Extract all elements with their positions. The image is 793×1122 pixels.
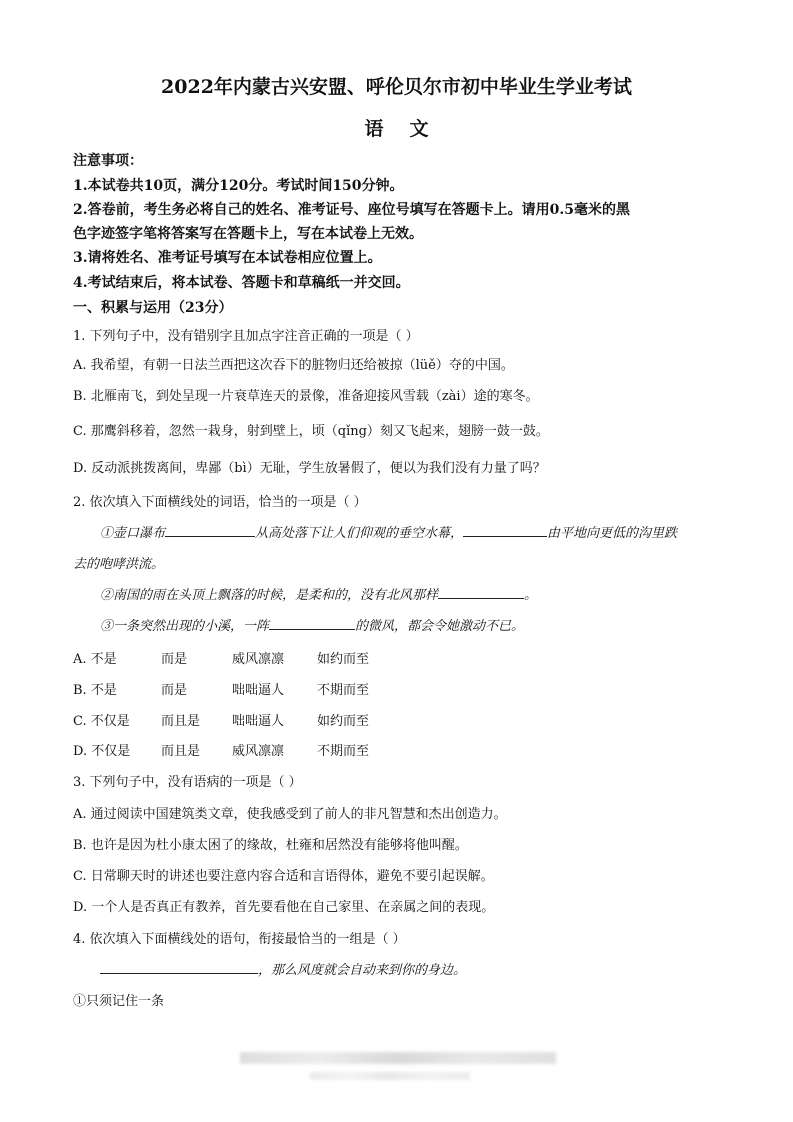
- question-2-sentence-1: [100, 522, 677, 541]
- notes-heading: 注意事项：: [73, 153, 143, 169]
- question-1-option-b: B. 北雁南飞，到处呈现一片衰草连天的景像，准备迎接风雪载（zài）途的寒冬。: [73, 389, 539, 404]
- note-item-2-cont: 色字迹签字笔将答案写在答题卡上，写在本试卷上无效。: [73, 226, 423, 242]
- option-d-word-4: 不期而至: [317, 744, 370, 759]
- sentence-2-part-b: 。: [524, 588, 538, 603]
- blank-1[interactable]: [165, 524, 255, 537]
- note-item-1: 1.本试卷共10页，满分120分。考试时间150分钟。: [73, 178, 404, 194]
- question-4-sentence-text: ，那么风度就会自动来到你的身边。: [258, 963, 467, 978]
- option-b-word-3: 咄咄逼人: [232, 683, 285, 698]
- option-c-word-4: 如约而至: [317, 714, 370, 729]
- question-1-option-c: C. 那鹰斜移着，忽然一栽身，射到壁上，顷（qǐng）刻又飞起来，翅膀一鼓一鼓。: [73, 424, 549, 439]
- option-d-word-1: D. 不仅是: [73, 744, 131, 759]
- option-c-word-2: 而且是: [161, 714, 201, 729]
- option-a-word-2: 而是: [161, 652, 188, 667]
- question-1-option-d: D. 反动派挑拨离间，卑鄙（bì）无耻，学生放暑假了，便以为我们没有力量了吗？: [73, 461, 546, 476]
- sentence-3-part-a: ③一条突然出现的小溪，一阵: [100, 619, 270, 634]
- blank-3[interactable]: [438, 586, 524, 599]
- question-4-stem: 4. 依次填入下面横线处的语句，衔接最恰当的一组是（ ）: [73, 932, 406, 947]
- question-4-item-1: ①只须记住一条: [73, 994, 165, 1009]
- option-a-word-1: A. 不是: [73, 652, 117, 667]
- option-a-word-3: 威风凛凛: [232, 652, 285, 667]
- question-1-option-a: A. 我希望，有朝一日法兰西把这次吞下的脏物归还给被掠（lüě）夺的中国。: [73, 358, 514, 373]
- blank-4[interactable]: [269, 617, 355, 630]
- question-2-sentence-2: [100, 584, 537, 603]
- blank-2[interactable]: [463, 524, 547, 537]
- blurred-watermark-line-2: [310, 1072, 470, 1080]
- sentence-1-part-b: 从高处落下让人们仰观的垂空水幕，: [255, 526, 464, 541]
- sentence-3-part-b: 的微风，都会令她激动不已。: [355, 619, 525, 634]
- question-3-option-c: C. 日常聊天时的讲述也要注意内容合适和言语得体，避免不要引起误解。: [73, 869, 494, 884]
- note-item-3: 3.请将姓名、准考证号填写在本试卷相应位置上。: [73, 250, 382, 266]
- question-3-option-b: B. 也许是因为杜小康太困了的缘故，杜雍和居然没有能够将他叫醒。: [73, 838, 468, 853]
- option-b-word-4: 不期而至: [317, 683, 370, 698]
- blurred-watermark: [240, 1052, 556, 1064]
- option-c-word-1: C. 不仅是: [73, 714, 130, 729]
- blank-5[interactable]: [100, 961, 258, 974]
- sentence-1-part-c: 由平地向更低的沟里跌: [547, 526, 678, 541]
- question-2-stem: 2. 依次填入下面横线处的词语，恰当的一项是（ ）: [73, 495, 367, 510]
- question-3-stem: 3. 下列句子中，没有语病的一项是（ ）: [73, 775, 302, 790]
- note-item-2: 2.答卷前，考生务必将自己的姓名、准考证号、座位号填写在答题卡上。请用0.5毫米的黑: [73, 202, 630, 218]
- question-4-sentence: [100, 959, 466, 978]
- question-3-option-d: D. 一个人是否真正有教养，首先要看他在自己家里、在亲属之间的表现。: [73, 900, 495, 915]
- option-b-word-2: 而是: [161, 683, 188, 698]
- subject-title: 语文: [364, 118, 455, 140]
- question-1-stem: 1. 下列句子中，没有错别字且加点字注音正确的一项是（ ）: [73, 329, 419, 344]
- question-3-option-a: A. 通过阅读中国建筑类文章，使我感受到了前人的非凡智慧和杰出创造力。: [73, 807, 507, 822]
- sentence-2-part-a: ②南国的雨在头顶上飘落的时候，是柔和的，没有北风那样: [100, 588, 439, 603]
- sentence-1-part-a: ①壶口瀑布: [100, 526, 166, 541]
- exam-title: 2022年内蒙古兴安盟、呼伦贝尔市初中毕业生学业考试: [161, 76, 632, 98]
- note-item-4: 4.考试结束后，将本试卷、答题卡和草稿纸一并交回。: [73, 275, 410, 291]
- question-2-sentence-3: [100, 615, 524, 634]
- question-2-sentence-1-cont: 去的咆哮洪流。: [73, 557, 165, 572]
- section-heading: 一、积累与运用（23分）: [73, 300, 233, 316]
- option-d-word-2: 而且是: [161, 744, 201, 759]
- option-c-word-3: 咄咄逼人: [232, 714, 285, 729]
- option-d-word-3: 威风凛凛: [232, 744, 285, 759]
- option-b-word-1: B. 不是: [73, 683, 117, 698]
- option-a-word-4: 如约而至: [317, 652, 370, 667]
